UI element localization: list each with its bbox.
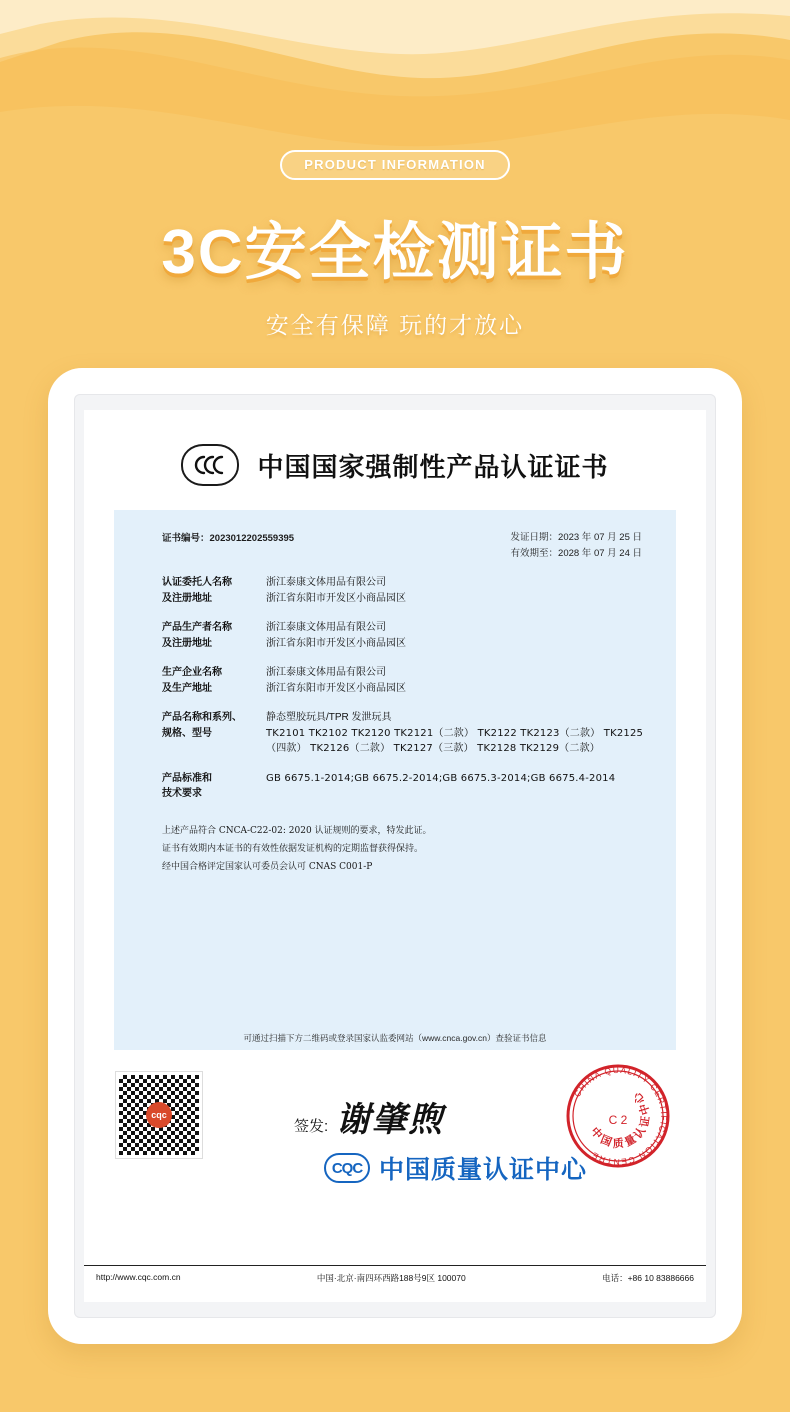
note-line: 经中国合格评定国家认可委员会认可 CNAS C001-P [162,861,373,872]
certificate-document [84,410,706,1302]
field-value [266,575,406,606]
certificate-frame-inner [74,394,716,1318]
field-label-line: 技术要求 [162,788,202,800]
note-line: 证书有效期内本证书的有效性依据发证机构的定期监督获得保持。 [162,843,424,854]
certificate-signature-area [84,1058,706,1258]
field-value [266,620,406,651]
footer-address: 中国·北京·南四环西路188号9区 100070 [316,1273,466,1283]
field-value-line: 浙江泰康文体用品有限公司 [266,622,386,634]
certificate-body-panel [114,510,676,1050]
page-title: 3C安全检测证书 [161,218,629,287]
field-label-line: 产品标准和 [162,772,212,784]
field-label [162,665,266,696]
field-value-line: 静态塑胶玩具/TPR 发泄玩具 [266,712,392,724]
field-value-line: 浙江省东阳市开发区小商品园区 [266,637,406,649]
qr-code[interactable] [116,1072,202,1158]
field-label-line: 认证委托人名称 [162,577,232,589]
certificate-number-value: 2023012202559395 [209,533,295,544]
field-label [162,710,266,757]
issue-date: 发证日期：2023 年 07 月 25 日 [510,532,642,543]
field-label-line: 产品名称和系列、 [162,712,242,724]
page-header [0,150,790,340]
field-value [266,710,643,757]
ccc-mark-icon [181,444,239,486]
certificate-frame [48,368,742,1344]
field-applicant [136,575,654,606]
svg-text:C 2: C 2 [608,1113,628,1127]
field-value-line: 浙江泰康文体用品有限公司 [266,667,386,679]
official-seal-stamp [564,1062,672,1170]
field-producer [136,620,654,651]
note-line: 上述产品符合 CNCA-C22-02: 2020 认证规则的要求，特发此证。 [162,825,432,836]
page-subtitle: 安全有保障 玩的才放心 [265,312,525,338]
svg-text:CHINA QUALITY CERTIFICATION CE: CHINA QUALITY CERTIFICATION CENTRE [572,1064,670,1168]
field-value-line: TK2101 TK2102 TK2120 TK2121（二款） TK2122 TK2123（二款） TK2125 [266,727,644,739]
field-label [162,771,266,802]
field-value-line: GB 6675.1-2014;GB 6675.2-2014;GB 6675.3-2014;GB 6675.4-2014 [266,772,616,784]
field-standards [136,771,654,802]
field-value-line: 浙江省东阳市开发区小商品园区 [266,682,406,694]
field-label [162,620,266,651]
field-value-line: 浙江泰康文体用品有限公司 [266,577,386,589]
field-label-line: 及注册地址 [162,637,212,649]
qr-center-logo: cqc [146,1102,172,1128]
field-value-line: （四款） TK2126（二款） TK2127（三款） TK2128 TK2129（二款） [266,743,600,755]
certificate-dates [511,530,642,561]
field-product-models [136,710,654,757]
certificate-header [84,410,706,486]
verification-note: 可通过扫描下方二维码或登录国家认监委网站（www.cnca.gov.cn）查验证书信息 [243,1033,547,1043]
footer-website: http://www.cqc.com.cn [96,1272,181,1282]
field-label-line: 及注册地址 [162,592,212,604]
certificate-title: 中国国家强制性产品认证证书 [257,451,609,482]
field-label-line: 生产企业名称 [162,667,222,679]
footer-phone: 电话：+86 10 83886666 [602,1273,694,1283]
field-value-line: 浙江省东阳市开发区小商品园区 [266,592,406,604]
field-value [266,771,615,802]
field-label-line: 规格、型号 [162,727,212,739]
svg-text:中国质量认证中心: 中国质量认证中心 [587,1087,653,1151]
signature-row [294,1092,444,1141]
field-label [162,575,266,606]
certificate-notes [136,822,654,876]
cqc-globe-icon: CQC [324,1153,370,1183]
certificate-number-label: 证书编号： [162,533,210,544]
section-eyebrow-badge: PRODUCT INFORMATION [280,150,509,180]
cqc-logo-row [324,1150,587,1186]
certificate-number [162,530,294,544]
cqc-organization-name: 中国质量认证中心 [379,1156,588,1184]
certificate-footer [84,1265,706,1284]
signature-label: 签发: [294,1118,329,1135]
field-value [266,665,406,696]
signature-name: 谢肇煦 [336,1100,445,1140]
valid-until-date: 有效期至：2028 年 07 月 24 日 [510,547,642,559]
field-manufacturer [136,665,654,696]
field-label-line: 产品生产者名称 [162,622,232,634]
field-label-line: 及生产地址 [162,682,212,694]
certificate-meta-row [136,524,654,561]
